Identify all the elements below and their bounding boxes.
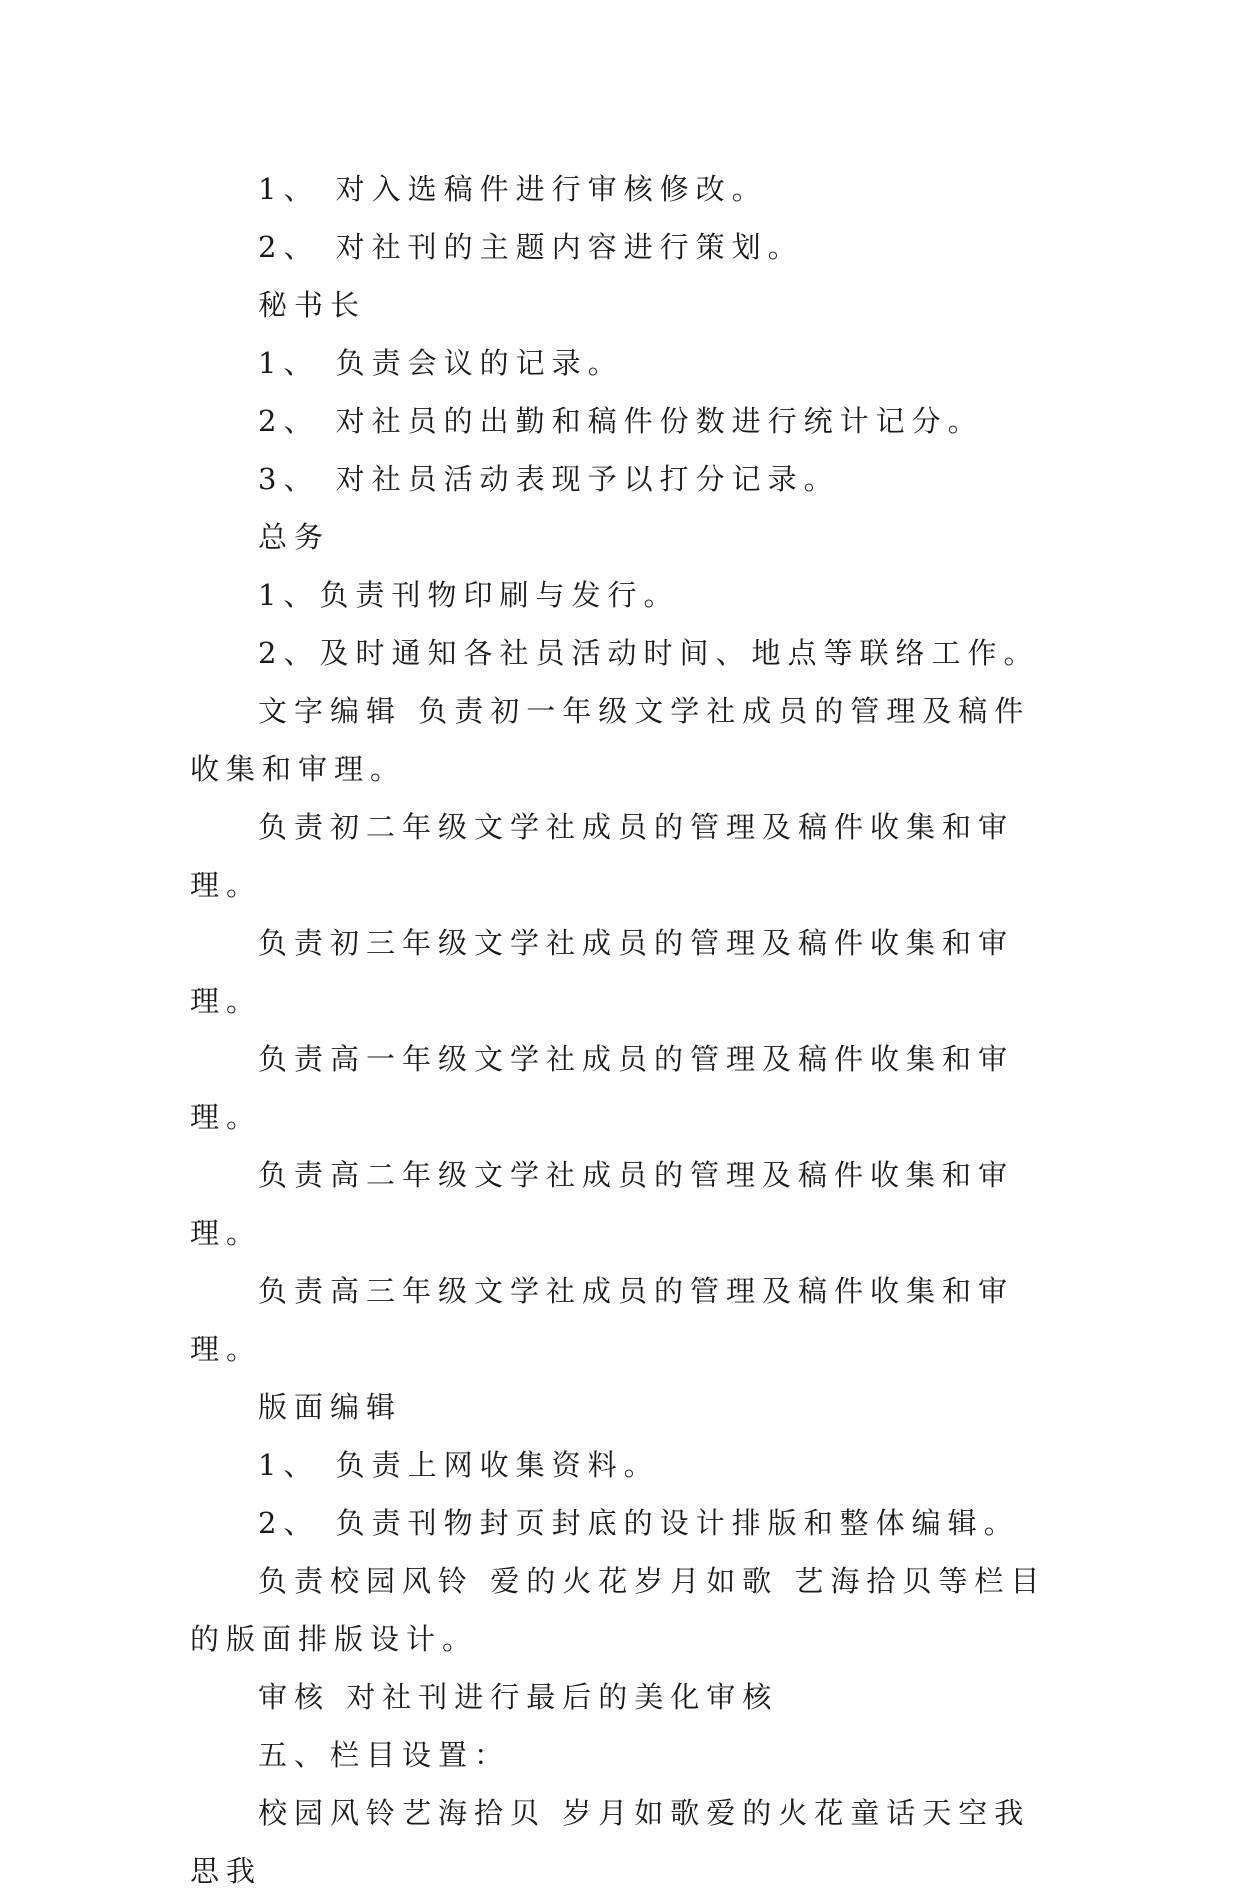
paragraph: 1、 负责会议的记录。: [258, 346, 624, 380]
paragraph: 负责高一年级文学社成员的管理及稿件收集和审理。: [190, 1042, 1015, 1134]
paragraph: 负责初三年级文学社成员的管理及稿件收集和审理。: [190, 926, 1015, 1018]
section-heading: 五、栏目设置：: [258, 1738, 511, 1772]
paragraph: 负责初二年级文学社成员的管理及稿件收集和审理。: [190, 810, 1015, 902]
section-heading: 版面编辑: [258, 1390, 403, 1424]
paragraph: 校园风铃艺海拾贝 岁月如歌爱的火花童话天空我思我: [190, 1796, 1031, 1888]
paragraph: 负责高二年级文学社成员的管理及稿件收集和审理。: [190, 1158, 1015, 1250]
paragraph: 审核 对社刊进行最后的美化审核: [258, 1680, 779, 1714]
paragraph: 1、负责刊物印刷与发行。: [258, 578, 680, 612]
section-heading: 秘书长: [258, 288, 367, 322]
section-heading: 总务: [258, 520, 331, 554]
paragraph: 1、 负责上网收集资料。: [258, 1448, 660, 1482]
paragraph: 1、 对入选稿件进行审核修改。: [258, 172, 768, 206]
paragraph: 2、 负责刊物封页封底的设计排版和整体编辑。: [258, 1506, 1020, 1540]
paragraph: 2、及时通知各社员活动时间、地点等联络工作。: [258, 636, 1040, 670]
paragraph: 2、 对社员的出勤和稿件份数进行统计记分。: [258, 404, 984, 438]
paragraph: 3、 对社员活动表现予以打分记录。: [258, 462, 840, 496]
paragraph: 负责高三年级文学社成员的管理及稿件收集和审理。: [190, 1274, 1015, 1366]
document-body: [190, 160, 1056, 1900]
paragraph: 2、 对社刊的主题内容进行策划。: [258, 230, 804, 264]
paragraph: 文字编辑 负责初一年级文学社成员的管理及稿件收集和审理。: [190, 694, 1031, 786]
paragraph: 负责校园风铃 爱的火花岁月如歌 艺海拾贝等栏目的版面排版设计。: [190, 1564, 1047, 1656]
